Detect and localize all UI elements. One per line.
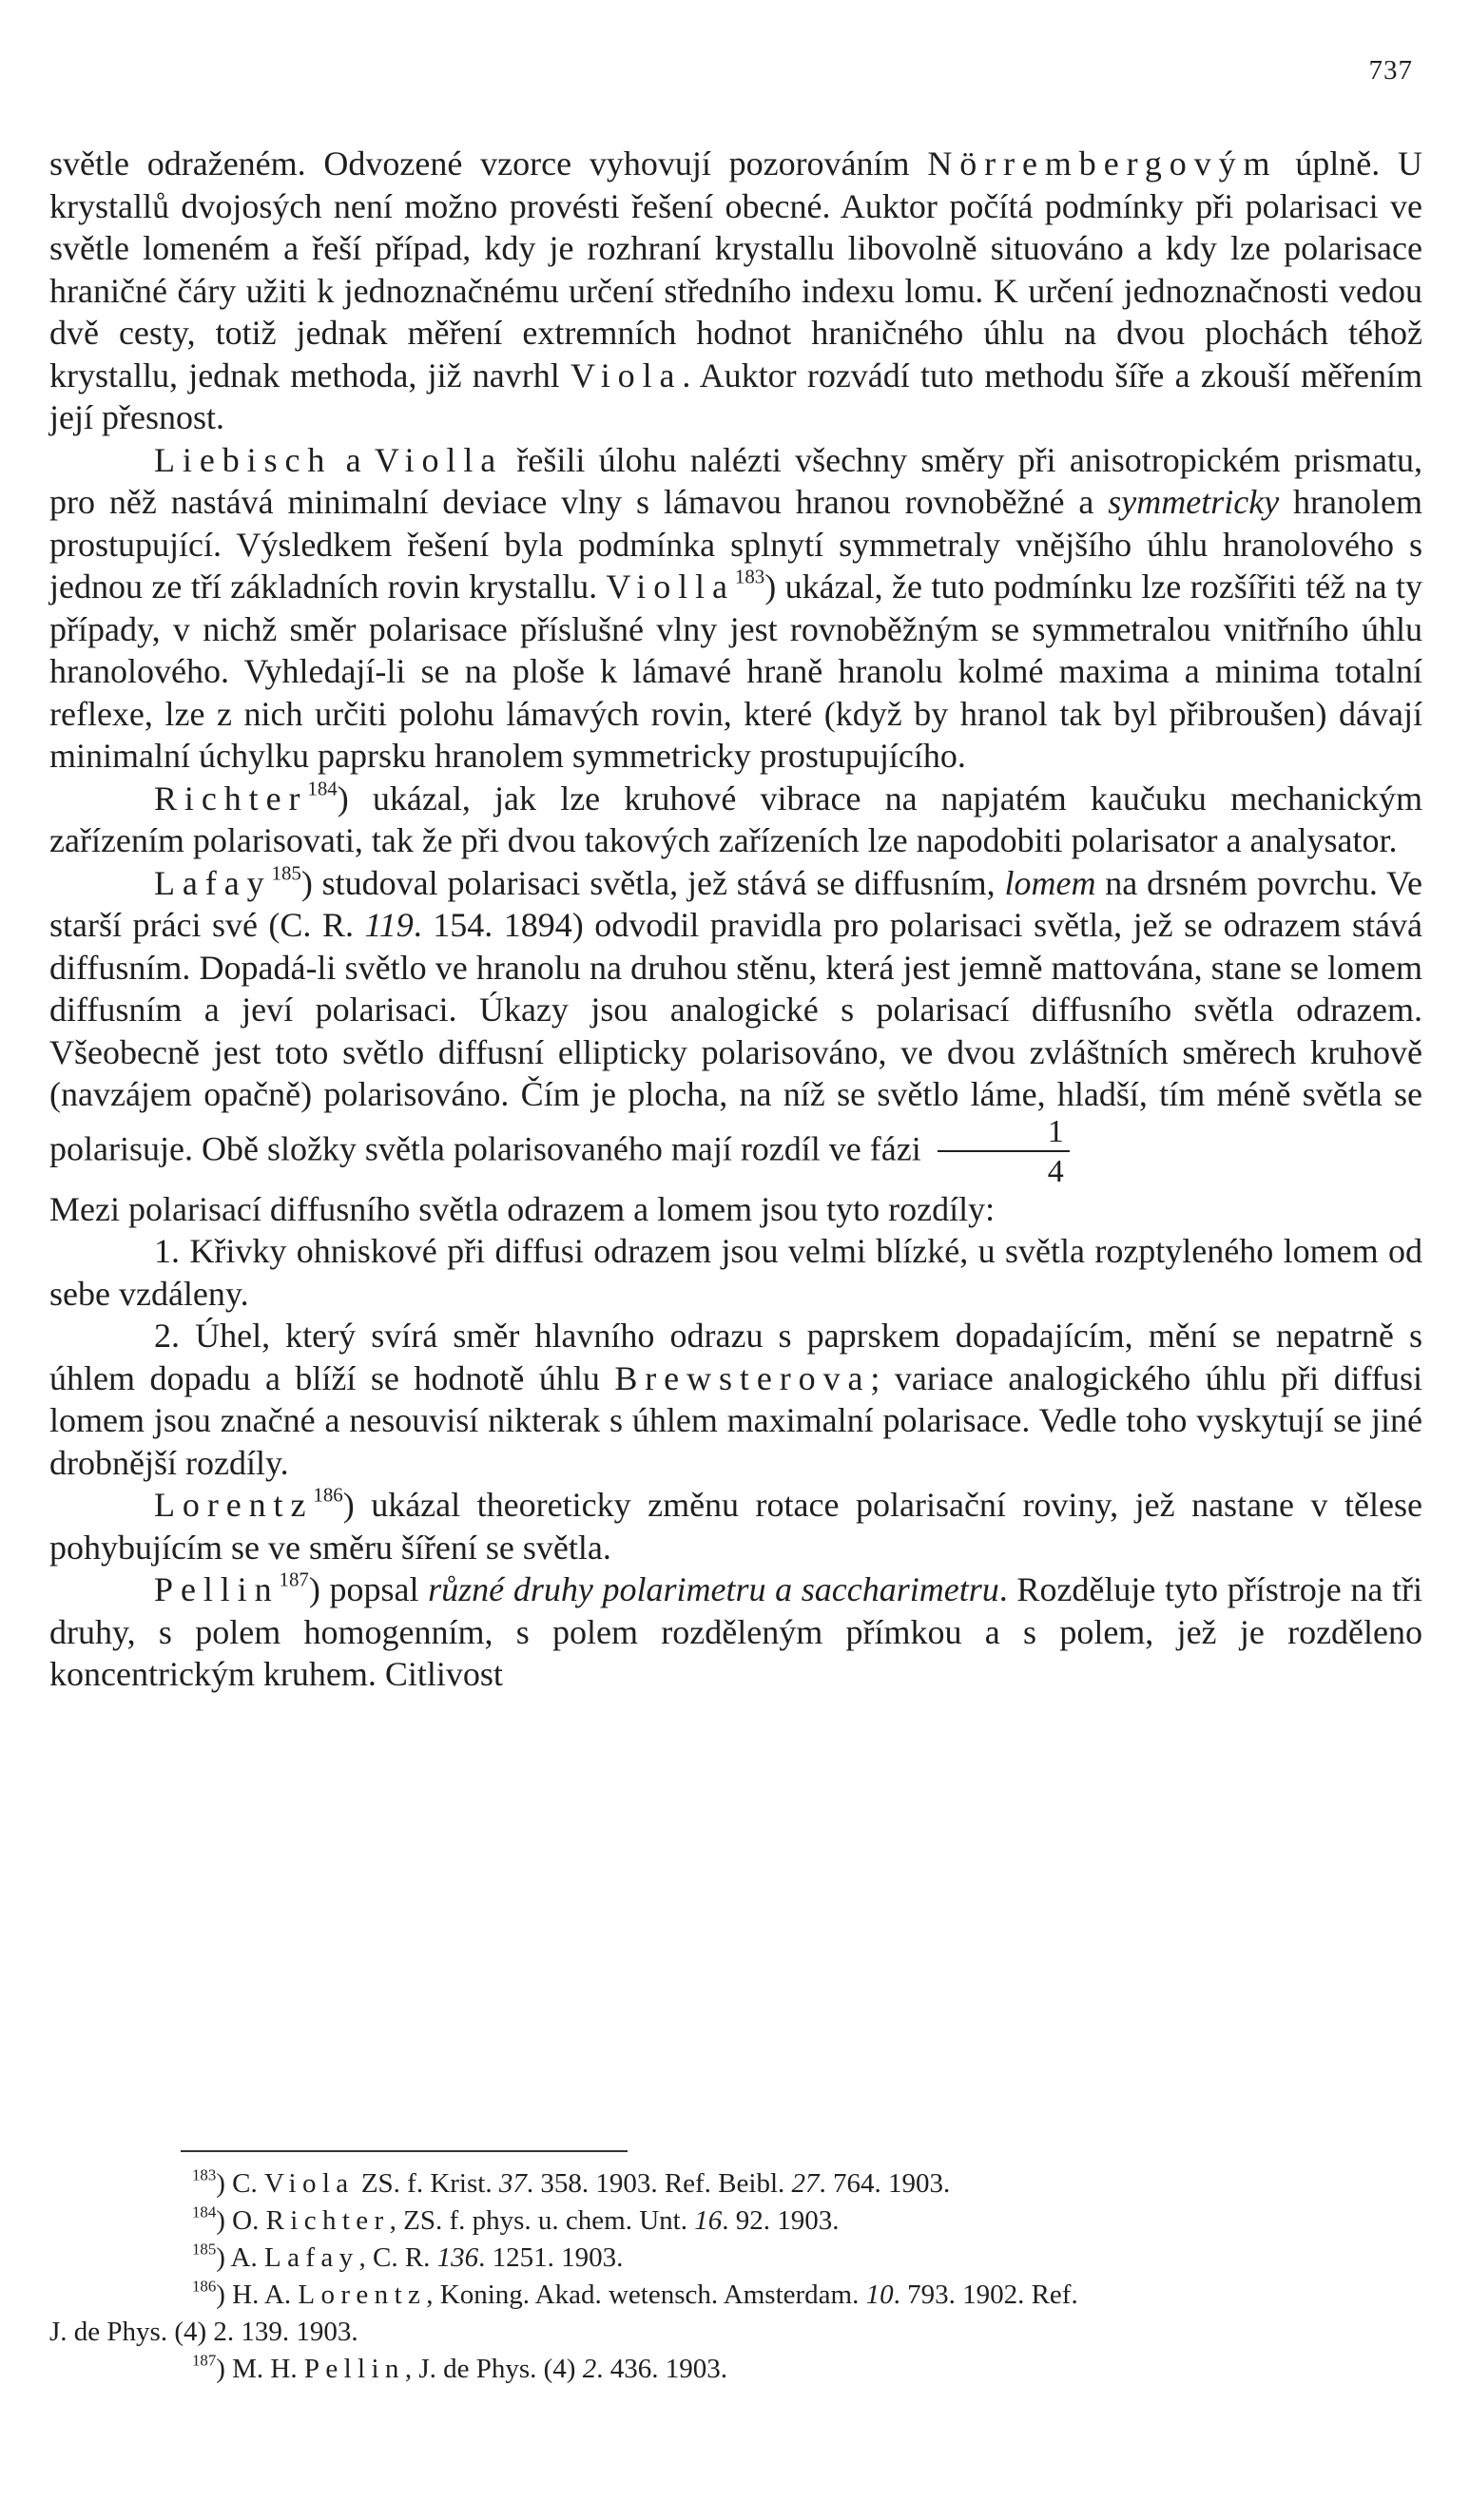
author-name: Nörrembergovým [927, 144, 1278, 183]
paragraph-7: 2. Úhel, který svírá směr hlavního odrazu s paprskem dopadajícím, mění se nepatrně s úhlem dopadu a blíží se hodnotě úhlu Brewsterova; variace analogického úhlu při diffusi lomem jsou značné a nesouvisí nikterak s úhlem maximalní polarisace. Vedle toho vyskytují se jiné drobnější rozdíly. [49, 1317, 1422, 1482]
author-name: Liebisch [154, 440, 333, 479]
body-text [49, 143, 1422, 1696]
author-name: Lorentz [154, 1486, 314, 1524]
page-number: 737 [1368, 55, 1413, 86]
author-name: Violla [606, 567, 735, 606]
footnote-185: $^{185}$) A. Lafay, C. R. 136. 1251. 1903. [192, 2240, 624, 2273]
paragraph-2: Liebisch a Violla řešili úlohu nalézti všechny směry při anisotropickém prismatu, pro něž nastává minimalní deviace vlny s lámavou hranou rovnoběžné a symmetricky hranolem prostupující. Výsledkem řešení byla podmínka splnytí symmetraly vnějšího úhlu hranolového s jednou ze tří základních rovin krystallu. Violla$^{183}$) ukázal, že tuto podmínku lze rozšířiti též na ty případy, v nichž směr polarisace příslušné vlny jest rovnoběžným se symmetralou vnitřního úhlu hranolového. Vyhledají-li se na ploše k lámavé hraně hranolu kolmé maxima a minima totalní reflexe, lze z nich určiti polohu lámavých rovin, které (když by hranol tak byl přibroušen) dávají minimalní úchylku paprsku hranolem symmetricky prostupujícího. [49, 440, 1423, 775]
paragraph-9: Pellin$^{187}$) popsal různé druhy polarimetru a saccharimetru. Rozděluje tyto přístroje na tři druhy, s polem homogenním, s polem rozděleným přímkou a s polem, jež je rozděleno koncentrickým kruhem. Citlivost [49, 1568, 1422, 1693]
footnote-ref: 184 [307, 776, 338, 799]
footnote-ref: 183 [734, 565, 765, 588]
author-name: Lafay [154, 863, 272, 902]
paragraph-8: Lorentz$^{186}$) ukázal theoreticky změnu rotace polarisační roviny, jež nastane v tělese pohybujícím se ve směru šíření se světla. [49, 1483, 1422, 1567]
footnote-184: $^{184}$) O. Richter, ZS. f. phys. u. chem. Unt. 16. 92. 1903. [192, 2203, 840, 2236]
footnote-ref: 186 [313, 1483, 343, 1507]
author-name: Violla [374, 440, 504, 479]
paragraph-6: 1. Křivky ohniskové při diffusi odrazem jsou velmi blízké, u světla rozptyleného lomem od sebe vzdáleny. [49, 1232, 1422, 1313]
footnote-ref: 187 [279, 1568, 309, 1591]
footnote-186: $^{186}$) H. A. Lorentz, Koning. Akad. wetensch. Amsterdam. 10. 793. 1902. Ref. [192, 2277, 1078, 2310]
footnote-187: $^{187}$) M. H. Pellin, J. de Phys. (4) 2. 436. 1903. [192, 2351, 727, 2384]
paragraph-3: Richter$^{184}$) ukázal, jak lze kruhové vibrace na napjatém kaučuku mechanickým zařízením polarisovati, tak že při dvou takových zařízeních lze napodobiti polarisator a analysator. [49, 776, 1422, 859]
fraction: $\frac{1}{4}$ [938, 1116, 1070, 1188]
author-name: Viola [570, 356, 683, 394]
paragraph-1: světle odraženém. Odvozené vzorce vyhovují pozorováním Nörrembergovým úplně. U krystallů dvojosých není možno provésti řešení obecné. Auktor počítá podmínky při polarisaci ve světle lomeném a řeší případ, kdy je rozhraní krystallu libovolně situováno a kdy lze polarisace hraničné čáry užiti k jednoznačnému určení středního indexu lomu. K určení jednoznačnosti vedou dvě cesty, totiž jednak měření extremních hodnot hraničného úhlu na dvou plochách téhož krystallu, jednak methoda, již navrhl Viola. Auktor rozvádí tuto methodu šíře a zkouší měřením její přesnost. [49, 144, 1423, 436]
author-name: Pellin [154, 1570, 280, 1608]
footnote-183: $^{183}$) C. Viola ZS. f. Krist. 37. 358. 1903. Ref. Beibl. 27. 764. 1903. [192, 2165, 951, 2199]
paragraph-5: Mezi polarisací diffusního světla odrazem a lomem jsou tyto rozdíly: [49, 1189, 996, 1228]
footnote-186-continued: J. de Phys. (4) 2. 139. 1903. [49, 2317, 358, 2347]
footnotes [49, 2165, 1422, 2388]
author-name: Brewsterova [614, 1358, 871, 1397]
author-name: Richter [154, 779, 308, 818]
paragraph-4: Lafay$^{185}$) studoval polarisaci světla, jež stává se diffusním, lomem na drsném povrchu. Ve starší práci své (C. R. 119. 154. 1894) odvodil pravidla pro polarisaci světla, jež se odrazem stává diffusním. Dopadá-li světlo ve hranolu na druhou stěnu, která jest jemně mattována, stane se lomem diffusním a jeví polarisaci. Úkazy jsou analogické s polarisací diffusního světla odrazem. Všeobecně jest toto světlo diffusní ellipticky polarisováno, ve dvou zvláštních směrech kruhově (navzájem opačně) polarisováno. Čím je plocha, na níž se světlo láme, hladší, tím méně světla se polarisuje. Obě složky světla polarisovaného mají rozdíl ve fázi $\frac{1}{4}$ [49, 860, 1422, 1189]
footnote-ref: 185 [271, 860, 301, 884]
footnote-divider [181, 2150, 628, 2152]
